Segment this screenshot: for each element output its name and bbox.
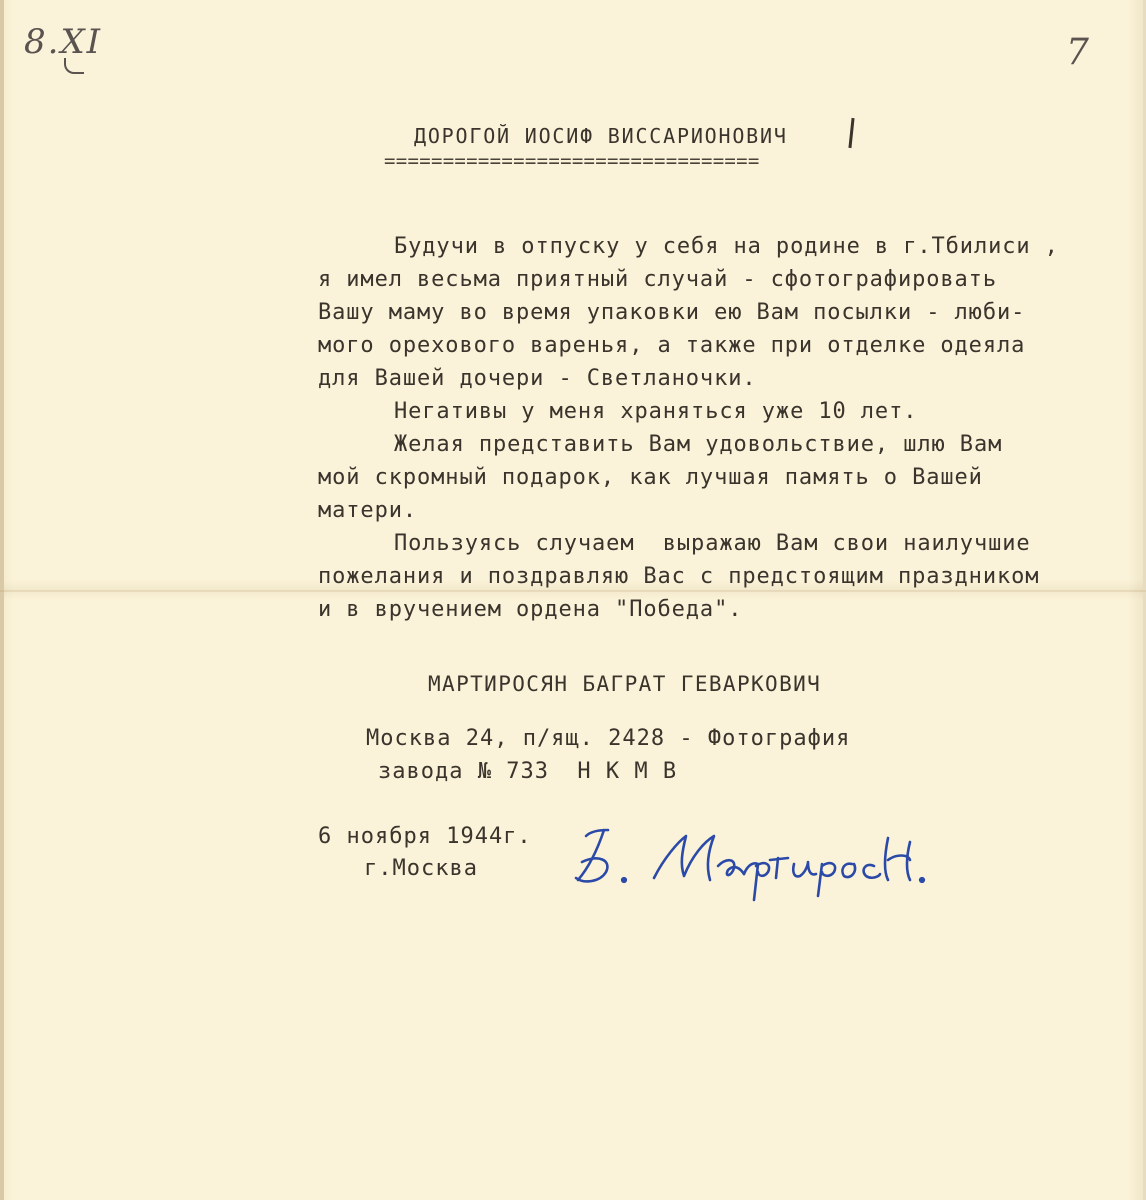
body-line: мого орехового варенья, а также при отделке одеяла — [318, 333, 1026, 358]
address-line: завода № 733 Н К М В — [378, 759, 678, 784]
body-line: матери. — [318, 498, 418, 523]
address-line: Москва 24, п/ящ. 2428 - Фотография — [366, 726, 851, 751]
page-left-edge — [0, 0, 4, 1200]
body-line: Будучи в отпуску у себя на родине в г.Тбилиси , — [394, 234, 1059, 259]
author-name: МАРТИРОСЯН БАГРАТ ГЕВАРКОВИЧ — [428, 672, 822, 696]
salutation: ДОРОГОЙ ИОСИФ ВИССАРИОНОВИЧ — [414, 124, 788, 148]
body-line: Негативы у меня храняться уже 10 лет. — [394, 399, 918, 424]
body-line: Вашу маму во время упаковки ею Вам посылки - люби- — [318, 300, 1026, 325]
page-number: 7 — [1066, 32, 1089, 73]
letter-date: 6 ноября 1944г. — [318, 824, 532, 849]
paper-fold-line — [0, 590, 1146, 592]
handwritten-exclamation-mark — [848, 118, 854, 148]
body-line: я имел весьма приятный случай - сфотографировать — [318, 267, 997, 292]
body-line: мой скромный подарок, как лучшая память о Вашей — [318, 465, 983, 490]
body-line: Пользуясь случаем выражаю Вам свои наилучшие — [394, 531, 1031, 556]
salutation-underline: ================================ — [384, 150, 760, 172]
margin-note-date: 8.XI — [24, 22, 103, 62]
body-line: пожелания и поздравляю Вас с предстоящим праздником — [318, 564, 1040, 589]
body-line: и в вручением ордена "Победа". — [318, 597, 743, 622]
handwritten-signature — [568, 818, 948, 918]
letter-place: г.Москва — [364, 856, 478, 881]
body-line: Желая представить Вам удовольствие, шлю Вам — [394, 432, 1003, 457]
body-line: для Вашей дочери - Светланочки. — [318, 366, 757, 391]
margin-note-tick — [64, 58, 84, 74]
